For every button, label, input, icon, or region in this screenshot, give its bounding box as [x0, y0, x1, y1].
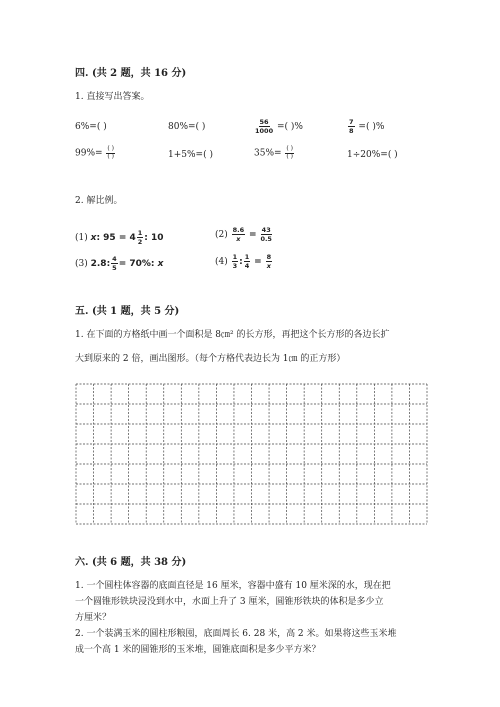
question-2-label: 2. 解比例。 — [75, 196, 123, 206]
fraction: $\frac{1}{4}$ — [244, 253, 250, 270]
grid-paper[interactable] — [75, 383, 428, 525]
question-text-line: 1. 在下面的方格纸中画一个面积是 8㎝² 的长方形，再把这个长方形的各边长扩 — [75, 330, 390, 340]
question-text-line: 大到原来的 2 倍，画出图形。（每个方格代表边长为 1㎝ 的正方形） — [75, 354, 346, 364]
proportion-2: (2) $\frac{8.6}{x}$ = $\frac{43}{0.5}$ — [215, 226, 272, 243]
mental-math-item: 1÷20%=( ) — [347, 150, 398, 160]
mental-math-item: 99%= $\frac{( )}{( )}$ — [75, 145, 115, 160]
question-text-line: 1. 一个圆柱体容器的底面直径是 16 厘米，容器中盛有 10 厘米深的水，现在把 — [75, 581, 391, 591]
fraction: $\frac{8.6}{x}$ — [232, 226, 245, 243]
question-text-line: 2. 一个装满玉米的圆柱形粮囤，底面周长 6. 28 米，高 2 米。如果将这些玉米堆 — [75, 629, 397, 639]
question-text-line: 成一个高 1 米的圆锥形的玉米堆，圆锥底面积是多少平方米？ — [75, 645, 321, 655]
mental-math-item: $\frac{7}{8}$ =( )% — [349, 118, 385, 135]
mental-math-item: $\frac{56}{1000}$ =( )% — [255, 118, 303, 135]
fraction: $\frac{7}{8}$ — [349, 118, 354, 135]
mental-math-item: 80%=( ) — [168, 122, 206, 132]
fraction: $\frac{1}{3}$ — [232, 253, 238, 270]
fraction-answer-blank[interactable]: $\frac{( )}{( )}$ — [107, 145, 115, 160]
answer-blank[interactable]: ( ) — [195, 122, 206, 132]
proportion-3: (3) 2.8: $\frac{4}{5}$ = 70%: x — [75, 255, 164, 272]
fraction: $\frac{43}{0.5}$ — [260, 226, 272, 243]
proportion-4: (4) $\frac{1}{3}$ : $\frac{1}{4}$ = $\frac{8}{x}$ — [215, 253, 272, 270]
fraction: $\frac{1}{2}$ — [137, 229, 143, 246]
section5-heading: 五. (共 1 题，共 5 分) — [75, 306, 180, 317]
section4-heading: 四. (共 2 题，共 16 分) — [75, 68, 187, 79]
question-text-line: 一个圆锥形铁块浸没到水中，水面上升了 3 厘米，圆锥形铁块的体积是多少立 — [75, 597, 384, 607]
question-1-label: 1. 直接写出答案。 — [75, 92, 150, 102]
answer-blank[interactable]: ( ) — [365, 122, 376, 132]
proportion-1: (1) x: 95 = 4 $\frac{1}{2}$ : 10 — [75, 229, 164, 246]
fraction: $\frac{56}{1000}$ — [255, 118, 274, 135]
fraction: $\frac{8}{x}$ — [266, 253, 272, 270]
answer-blank[interactable]: ( ) — [96, 122, 107, 132]
fraction-answer-blank[interactable]: $\frac{( )}{( )}$ — [286, 145, 294, 160]
section6-heading: 六. (共 6 题，共 38 分) — [75, 557, 187, 568]
mental-math-item: 1+5%=( ) — [168, 150, 213, 160]
mental-math-item: 35%= $\frac{( )}{( )}$ — [254, 145, 294, 160]
fraction: $\frac{4}{5}$ — [112, 255, 117, 272]
answer-blank[interactable]: ( ) — [284, 122, 295, 132]
question-text-line: 方厘米？ — [75, 613, 112, 623]
answer-blank[interactable]: ( ) — [203, 150, 213, 160]
mental-math-item: 6%=( ) — [75, 122, 107, 132]
answer-blank[interactable]: ( ) — [387, 150, 398, 160]
